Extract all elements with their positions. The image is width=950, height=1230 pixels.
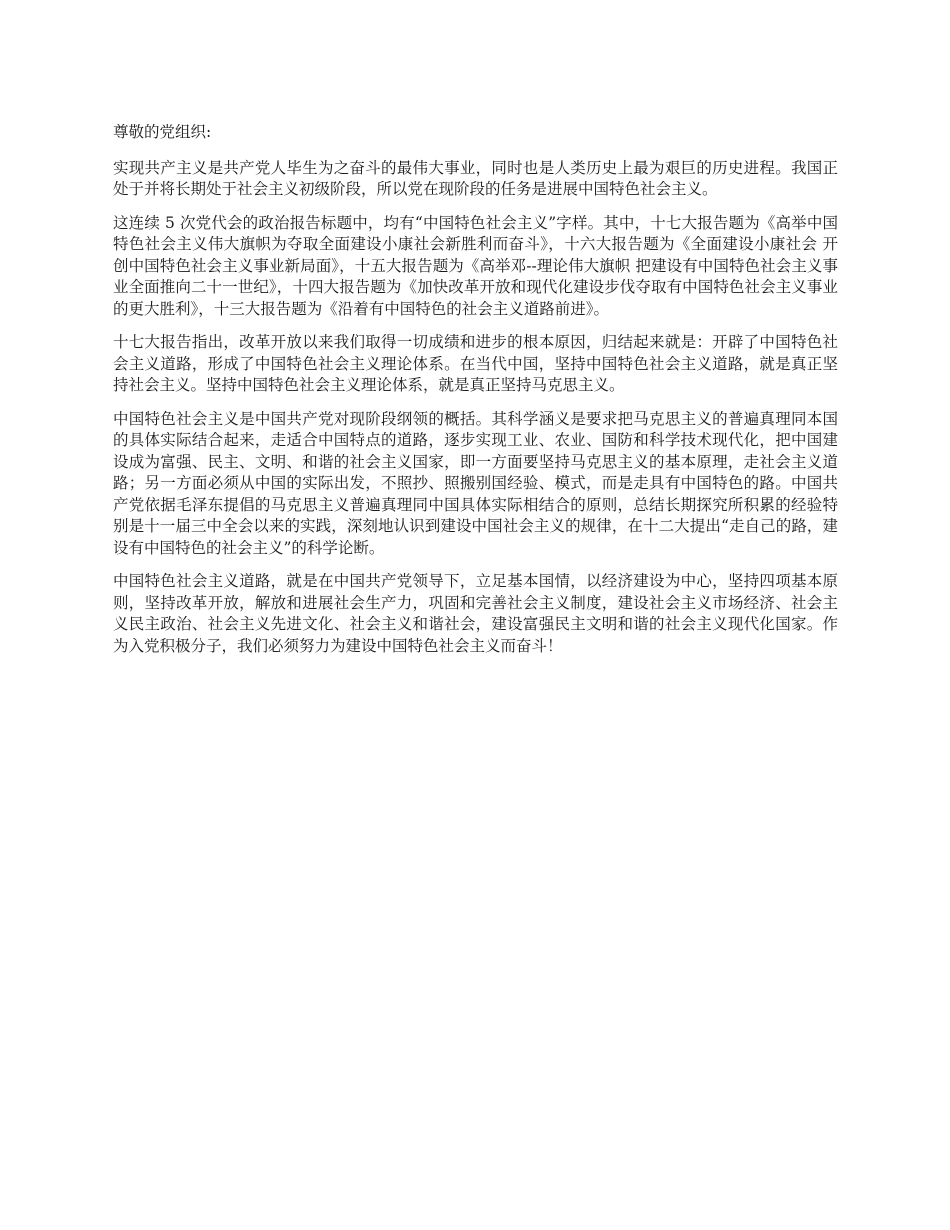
paragraph-1: 实现共产主义是共产党人毕生为之奋斗的最伟大事业，同时也是人类历史上最为艰巨的历史进程。我国正处于并将长期处于社会主义初级阶段，所以党在现阶段的任务是进展中国特色社会主义。 bbox=[113, 158, 838, 198]
paragraph-3: 十七大报告指出，改革开放以来我们取得一切成绩和进步的根本原因，归结起来就是：开辟了中国特色社会主义道路，形成了中国特色社会主义理论体系。在当代中国，坚持中国特色社会主义道路，就是真正坚持社会主义。坚持中国特色社会主义理论体系，就是真正坚持马克思主义。 bbox=[113, 333, 838, 394]
paragraph-4: 中国特色社会主义是中国共产党对现阶段纲领的概括。其科学涵义是要求把马克思主义的普遍真理同本国的具体实际结合起来，走适合中国特点的道路，逐步实现工业、农业、国防和科学技术现代化，把中国建设成为富强、民主、文明、和谐的社会主义国家，即一方面要坚持马克思主义的基本原理，走社会主义道路；另一方面必须从中国的实际出发，不照抄、照搬别国经验、模式，而是走具有中国特色的路。中国共产党依据毛泽东提倡的马克思主义普遍真理同中国具体实际相结合的原则，总结长期探究所积累的经验特别是十一届三中全会以来的实践，深刻地认识到建设中国社会主义的规律，在十二大提出“走自己的路，建设有中国特色的社会主义”的科学论断。 bbox=[113, 409, 838, 557]
paragraph-5: 中国特色社会主义道路，就是在中国共产党领导下，立足基本国情，以经济建设为中心，坚持四项基本原则，坚持改革开放，解放和进展社会生产力，巩固和完善社会主义制度，建设社会主义市场经济、社会主义民主政治、社会主义先进文化、社会主义和谐社会，建设富强民主文明和谐的社会主义现代化国家。作为入党积极分子，我们必须努力为建设中国特色社会主义而奋斗！ bbox=[113, 572, 838, 655]
paragraph-2: 这连续 5 次党代会的政治报告标题中，均有“中国特色社会主义”字样。其中，十七大报告题为《高举中国特色社会主义伟大旗帜为夺取全面建设小康社会新胜利而奋斗》，十六大报告题为《全面建设小康社会 开创中国特色社会主义事业新局面》，十五大报告题为《高举邓--理论伟大旗帜 把建设有中国特色社会主义事业全面推向二十一世纪》，十四大报告题为《加快改革开放和现代化建设步伐夺取有中国特色社会主义事业的更大胜利》，十三大报告题为《沿着有中国特色的社会主义道路前进》。 bbox=[113, 213, 838, 318]
salutation: 尊敬的党组织: bbox=[113, 123, 212, 141]
document-body bbox=[113, 122, 838, 669]
